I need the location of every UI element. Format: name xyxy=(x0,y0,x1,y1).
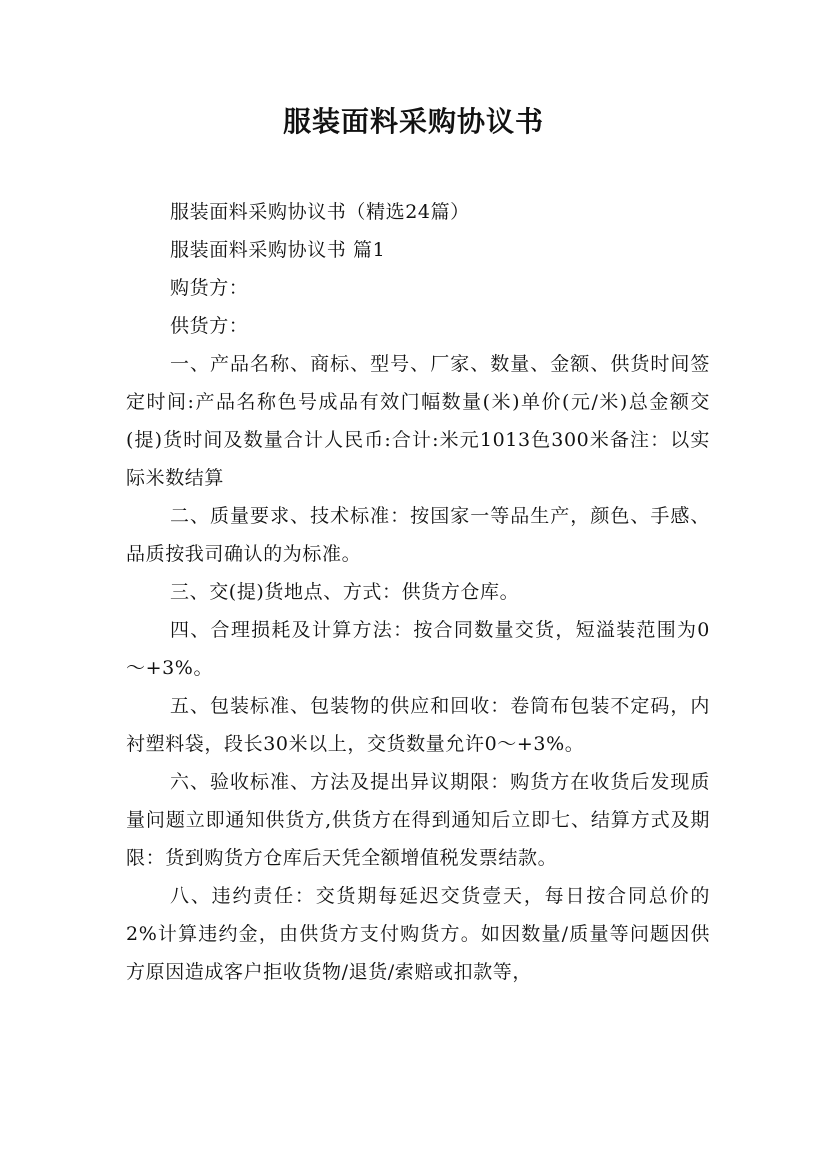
paragraph-clause-5: 五、包装标准、包装物的供应和回收：卷筒布包装不定码，内衬塑料袋，段长30米以上，交货数量允许0～+3%。 xyxy=(126,695,710,755)
paragraph-supplier: 供货方： xyxy=(170,315,249,337)
paragraph-buyer: 购货方： xyxy=(170,277,249,299)
paragraph-section-heading: 服装面料采购协议书 篇1 xyxy=(170,239,386,261)
paragraph-clause-6: 六、验收标准、方法及提出异议期限：购货方在收货后发现质量问题立即通知供货方,供货方在得到通知后立即七、结算方式及期限：货到购货方仓库后天凭全额增值税发票结款。 xyxy=(126,771,710,869)
paragraph-clause-2: 二、质量要求、技术标准：按国家一等品生产，颜色、手感、品质按我司确认的为标准。 xyxy=(126,505,710,565)
document-title: 服装面料采购协议书 xyxy=(282,105,544,138)
paragraph-clause-8: 八、违约责任：交货期每延迟交货壹天，每日按合同总价的2%计算违约金，由供货方支付购货方。如因数量/质量等问题因供方原因造成客户拒收货物/退货/索赔或扣款等， xyxy=(126,885,710,983)
document-body xyxy=(126,193,710,991)
paragraph-clause-1: 一、产品名称、商标、型号、厂家、数量、金额、供货时间签定时间:产品名称色号成品有效门幅数量(米)单价(元/米)总金额交(提)货时间及数量合计人民币:合计:米元1013色300米备注：以实际米数结算 xyxy=(126,353,710,489)
paragraph-clause-4: 四、合理损耗及计算方法：按合同数量交货，短溢装范围为0～+3%。 xyxy=(126,619,710,679)
paragraph-collection-title: 服装面料采购协议书（精选24篇） xyxy=(170,201,470,223)
paragraph-clause-3: 三、交(提)货地点、方式：供货方仓库。 xyxy=(170,581,520,603)
